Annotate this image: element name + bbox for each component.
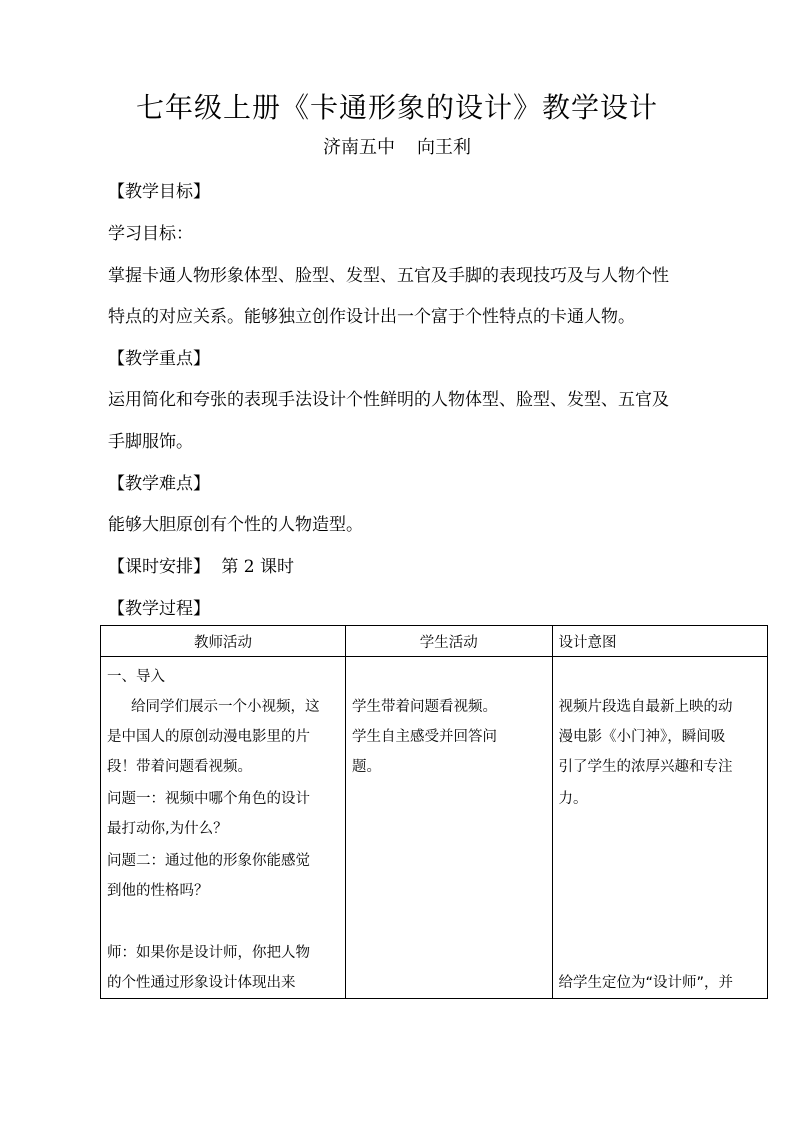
student-line: 学生自主感受并回答问 [352, 729, 497, 745]
objectives-heading: 【教学目标】 [108, 182, 210, 202]
header-teacher-activity: 教师活动 [101, 626, 346, 657]
process-heading: 【教学过程】 [108, 599, 210, 619]
intent-line: 引了学生的浓厚兴趣和专注 [558, 759, 733, 775]
table-row [101, 657, 768, 999]
author-school: 济南五中 [323, 137, 395, 158]
learning-goals-line-2: 特点的对应关系。能够独立创作设计出一个富于个性特点的卡通人物。 [108, 307, 635, 327]
student-activity-cell [346, 657, 553, 999]
teaching-process-table [100, 625, 768, 999]
schedule-heading: 【课时安排】 [108, 557, 210, 577]
teacher-line: 问题一：视频中哪个角色的设计 [107, 791, 310, 807]
schedule-value: 第 2 课时 [221, 557, 295, 577]
teacher-activity-cell [101, 657, 346, 999]
teacher-line: 是中国人的原创动漫电影里的片 [107, 729, 310, 745]
student-line: 题。 [352, 759, 381, 775]
student-line: 学生带着问题看视频。 [352, 699, 497, 715]
header-student-activity: 学生活动 [346, 626, 553, 657]
teacher-line: 的个性通过形象设计体现出来 [107, 975, 296, 991]
schedule-line [108, 552, 294, 577]
intent-line: 给学生定位为“设计师”，并 [558, 975, 734, 991]
teacher-line: 最打动你,为什么？ [107, 821, 228, 837]
teacher-line: 到他的性格吗？ [107, 883, 209, 899]
intent-line: 漫电影《小门神》，瞬间吸 [558, 729, 726, 745]
author-line [0, 133, 794, 159]
difficulty-heading: 【教学难点】 [108, 474, 210, 494]
key-points-line-1: 运用简化和夸张的表现手法设计个性鲜明的人物体型、脸型、发型、五官及 [108, 390, 669, 410]
key-points-line-2: 手脚服饰。 [108, 432, 193, 452]
difficulty-text: 能够大胆原创有个性的人物造型。 [108, 515, 363, 535]
author-name: 向王利 [417, 137, 471, 158]
header-design-intent: 设计意图 [552, 626, 768, 657]
learning-goals-line-1: 掌握卡通人物形象体型、脸型、发型、五官及手脚的表现技巧及与人物个性 [108, 266, 669, 286]
teacher-line: 一、导入 [107, 669, 165, 685]
teacher-line: 段！带着问题看视频。 [107, 759, 252, 775]
teacher-line: 给同学们展示一个小视频，这 [131, 699, 320, 715]
teacher-line: 师：如果你是设计师，你把人物 [107, 945, 310, 961]
intent-line: 力。 [558, 791, 588, 807]
learning-goals-label: 学习目标： [108, 224, 193, 244]
document-title: 七年级上册《卡通形象的设计》教学设计 [135, 91, 658, 124]
table-header-row [101, 626, 768, 657]
design-intent-cell [552, 657, 768, 999]
key-points-heading: 【教学重点】 [108, 349, 210, 369]
intent-line: 视频片段选自最新上映的动 [558, 699, 733, 715]
teacher-line: 问题二：通过他的形象你能感觉 [107, 853, 310, 869]
